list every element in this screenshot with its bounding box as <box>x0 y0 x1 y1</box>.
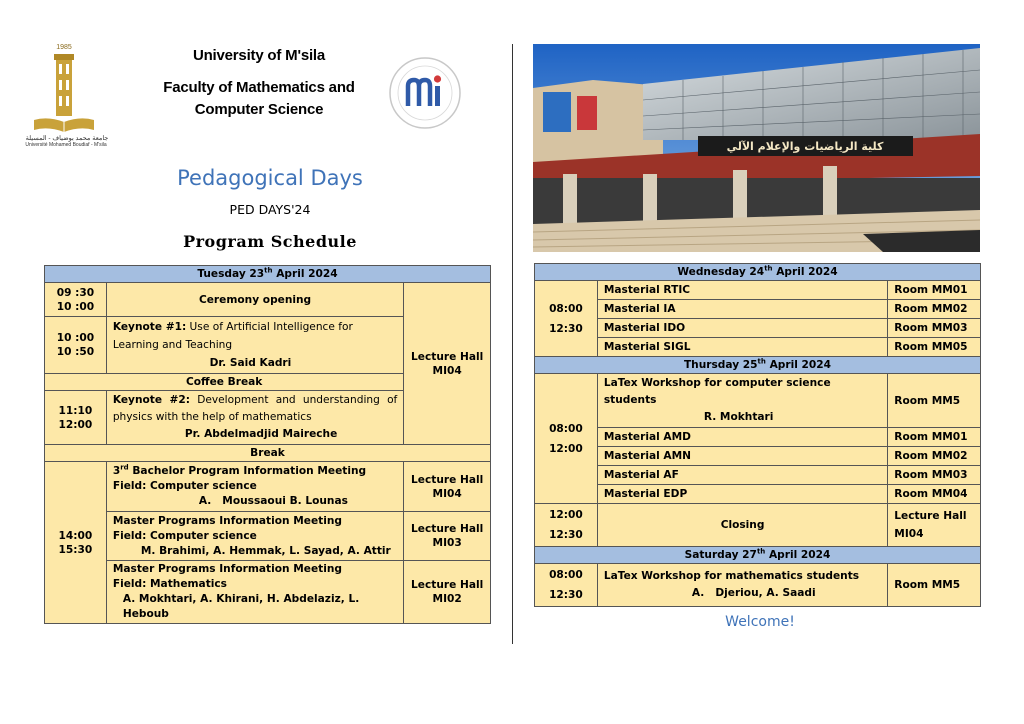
room-cell: Room MM02 <box>888 447 981 466</box>
university-logo <box>18 42 110 148</box>
logo-caption-arabic: جامعة محمد بوضياف - المسيلة <box>25 135 109 142</box>
university-name: University of M'sila <box>192 47 326 64</box>
venue-cell: Lecture Hall MI04 <box>404 283 491 445</box>
faculty-line-1: Faculty of Mathematics and <box>163 79 355 96</box>
time-cell: 08:00 12:00 <box>535 374 598 504</box>
page-title: Pedagogical Days <box>177 166 363 190</box>
tuesday-schedule-table <box>44 265 491 624</box>
time-cell: 11:10 12:00 <box>45 391 107 445</box>
time-cell: 14:00 15:30 <box>45 462 107 624</box>
room-cell: Room MM01 <box>888 428 981 447</box>
room-cell: Room MM03 <box>888 466 981 485</box>
session-master-meeting-math: Master Programs Information Meeting Field: Mathematics A. Mokhtari, A. Khirani, H. Abdelaziz, L. Heboub <box>106 561 403 624</box>
table-row <box>535 374 981 428</box>
session-closing: Closing <box>597 504 887 547</box>
faculty-logo <box>388 56 462 130</box>
time-cell: 08:00 12:30 <box>535 564 598 607</box>
logo-caption-french: Université Mohamed Boudiaf - M'sila <box>25 142 107 148</box>
table-row <box>45 462 491 512</box>
masterial-name: Masterial RTIC <box>597 281 887 300</box>
masterial-name: Masterial IDO <box>597 319 887 338</box>
venue-cell: Lecture Hall MI03 <box>404 512 491 561</box>
table-row <box>535 338 981 357</box>
table-row <box>45 561 491 624</box>
building-sign: كلية الرياضيات والإعلام الآلي <box>726 140 884 153</box>
faculty-building-photo <box>533 44 980 252</box>
program-schedule-heading: Program Schedule <box>183 232 357 251</box>
masterial-name: Masterial SIGL <box>597 338 887 357</box>
session-ceremony-opening: Ceremony opening <box>106 283 403 317</box>
masterial-name: Masterial EDP <box>597 485 887 504</box>
session-latex-workshop-math: LaTex Workshop for mathematics students A. Djeriou, A. Saadi <box>597 564 887 607</box>
session-keynote-2: Keynote #2: Development and understanding of physics with the help of mathematics Pr. Abdelmadjid Maireche <box>106 391 403 445</box>
session-bachelor-meeting: 3rd Bachelor Program Information Meeting Field: Computer science A. Moussaoui B. Lounas <box>106 462 403 512</box>
break-row: Break <box>45 445 491 462</box>
time-cell: 08:00 12:30 <box>535 281 598 357</box>
table-row <box>535 466 981 485</box>
table-row <box>45 512 491 561</box>
table-row <box>535 564 981 607</box>
room-cell: Room MM05 <box>888 338 981 357</box>
table-row <box>45 283 491 317</box>
wed-thu-sat-schedule-table <box>534 263 981 607</box>
table-row <box>45 266 491 283</box>
room-cell: Room MM01 <box>888 281 981 300</box>
venue-cell: Lecture Hall MI04 <box>888 504 981 547</box>
time-cell: 10 :00 10 :50 <box>45 317 107 374</box>
masterial-name: Masterial AMN <box>597 447 887 466</box>
session-master-meeting-cs: Master Programs Information Meeting Field: Computer science M. Brahimi, A. Hemmak, L. Sayad, A. Attir <box>106 512 403 561</box>
table-row <box>535 428 981 447</box>
room-cell: Room MM5 <box>888 564 981 607</box>
page-subtitle: PED DAYS'24 <box>229 202 311 217</box>
session-latex-workshop-cs: LaTex Workshop for computer science students R. Mokhtari <box>597 374 887 428</box>
tower-icon <box>52 54 76 118</box>
table-row <box>535 319 981 338</box>
table-row <box>535 447 981 466</box>
table-row <box>45 445 491 462</box>
room-cell: Room MM03 <box>888 319 981 338</box>
logo-year: 1985 <box>56 44 72 51</box>
table-row <box>535 281 981 300</box>
welcome-message: Welcome! <box>725 614 795 630</box>
table-row <box>535 547 981 564</box>
table-row <box>535 300 981 319</box>
venue-cell: Lecture Hall MI02 <box>404 561 491 624</box>
session-keynote-1: Keynote #1: Use of Artificial Intelligence for Learning and Teaching Dr. Said Kadri <box>106 317 403 374</box>
table-row <box>535 357 981 374</box>
column-divider <box>512 44 513 644</box>
table-row <box>535 485 981 504</box>
day-header-thursday: Thursday 25th April 2024 <box>535 357 981 374</box>
table-row <box>535 264 981 281</box>
day-header-wednesday: Wednesday 24th April 2024 <box>535 264 981 281</box>
room-cell: Room MM02 <box>888 300 981 319</box>
time-cell: 12:00 12:30 <box>535 504 598 547</box>
venue-cell: Lecture Hall MI04 <box>404 462 491 512</box>
coffee-break: Coffee Break <box>45 374 404 391</box>
room-cell: Room MM04 <box>888 485 981 504</box>
faculty-line-2: Computer Science <box>194 101 324 118</box>
time-cell: 09 :30 10 :00 <box>45 283 107 317</box>
masterial-name: Masterial AMD <box>597 428 887 447</box>
room-cell: Room MM5 <box>888 374 981 428</box>
day-header-tuesday: Tuesday 23th April 2024 <box>45 266 491 283</box>
masterial-name: Masterial AF <box>597 466 887 485</box>
book-icon <box>32 116 96 132</box>
masterial-name: Masterial IA <box>597 300 887 319</box>
day-header-saturday: Saturday 27th April 2024 <box>535 547 981 564</box>
table-row <box>535 504 981 547</box>
